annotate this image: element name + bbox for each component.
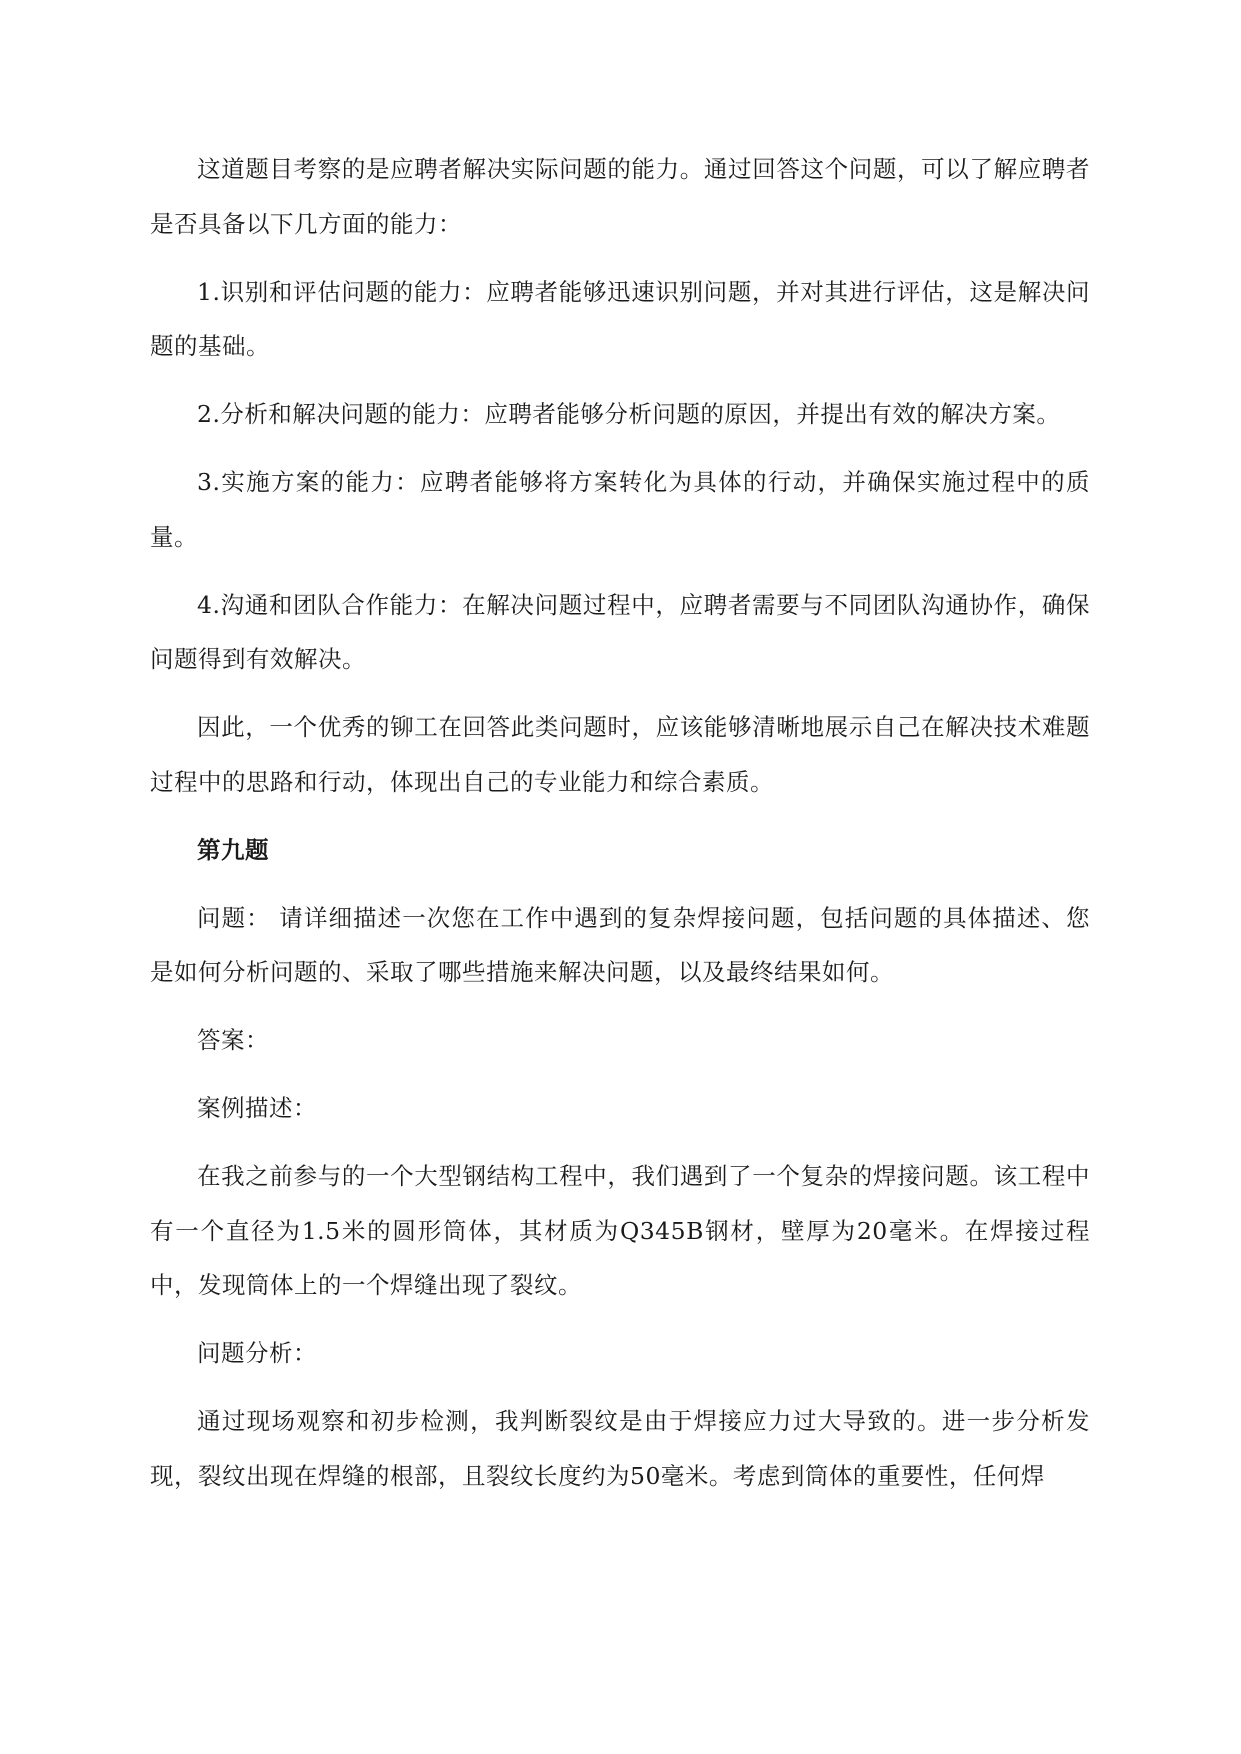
paragraph-point-4: 4.沟通和团队合作能力：在解决问题过程中，应聘者需要与不同团队沟通协作，确保问题得到有效解决。 bbox=[150, 590, 1090, 673]
paragraph-point-1: 1.识别和评估问题的能力：应聘者能够迅速识别问题，并对其进行评估，这是解决问题的基础。 bbox=[150, 277, 1090, 360]
paragraph-analysis-label: 问题分析： bbox=[197, 1339, 317, 1367]
paragraph-conclusion: 因此，一个优秀的铆工在回答此类问题时，应该能够清晰地展示自己在解决技术难题过程中的思路和行动，体现出自己的专业能力和综合素质。 bbox=[150, 713, 1090, 796]
paragraph-point-2: 2.分析和解决问题的能力：应聘者能够分析问题的原因，并提出有效的解决方案。 bbox=[197, 400, 1061, 428]
paragraph-answer-label: 答案： bbox=[197, 1026, 269, 1054]
section-heading: 第九题 bbox=[197, 835, 269, 864]
document-page bbox=[150, 142, 1090, 1517]
paragraph-case-description: 在我之前参与的一个大型钢结构工程中，我们遇到了一个复杂的焊接问题。该工程中有一个直径为1.5米的圆形筒体，其材质为Q345B钢材，壁厚为20毫米。在焊接过程中，发现筒体上的一个焊缝出现了裂纹。 bbox=[150, 1162, 1090, 1299]
paragraph-intro: 这道题目考察的是应聘者解决实际问题的能力。通过回答这个问题，可以了解应聘者是否具备以下几方面的能力： bbox=[150, 155, 1090, 238]
paragraph-case-label: 案例描述： bbox=[197, 1094, 317, 1122]
paragraph-point-3: 3.实施方案的能力：应聘者能够将方案转化为具体的行动，并确保实施过程中的质量。 bbox=[150, 468, 1090, 551]
paragraph-question: 问题： 请详细描述一次您在工作中遇到的复杂焊接问题，包括问题的具体描述、您是如何分析问题的、采取了哪些措施来解决问题，以及最终结果如何。 bbox=[150, 903, 1090, 986]
paragraph-analysis: 通过现场观察和初步检测，我判断裂纹是由于焊接应力过大导致的。进一步分析发现，裂纹出现在焊缝的根部，且裂纹长度约为50毫米。考虑到筒体的重要性，任何焊 bbox=[150, 1407, 1090, 1490]
